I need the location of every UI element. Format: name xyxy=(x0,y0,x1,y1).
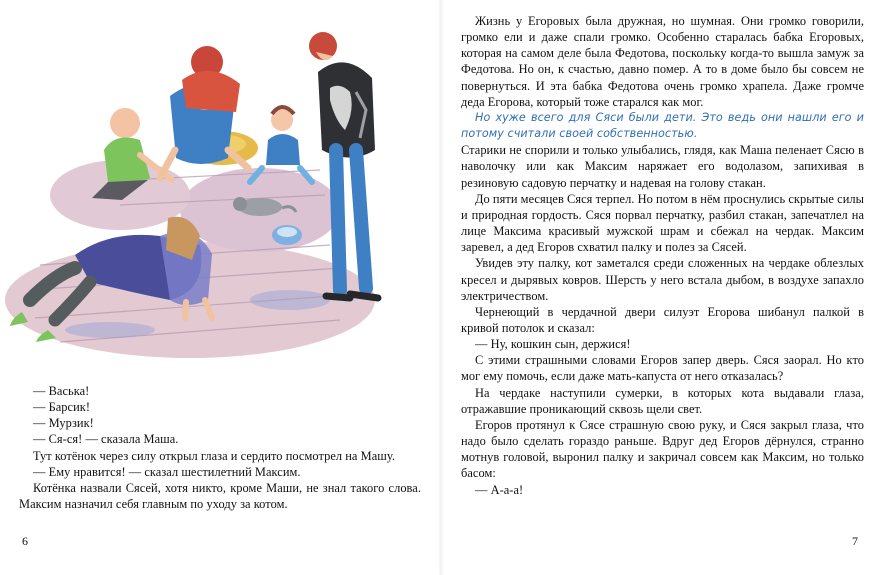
paragraph: — Васька! xyxy=(33,384,90,398)
paragraph: — Ну, кошкин сын, держися! xyxy=(475,337,631,352)
paragraph: Чернеющий в чердачной двери силуэт Егорова шибанул палкой в кривой потолок и сказал: xyxy=(461,304,864,335)
paragraph: Старики не спорили и только улыбались, глядя, как Маша пеленает Сясю в наволочку или как Максим наряжает его водолазом, запихивая в резиновую садовую перчатку и надевая на голову стакан. xyxy=(461,143,864,190)
paragraph: На чердаке наступили сумерки, в которых кота выдавали глаза, отражавшие проникающий сквозь щели свет. xyxy=(461,385,864,416)
paragraph: Егоров протянул к Сясе страшную свою руку, и Сяся закрыл глаза, что надо было сделать гораздо раньше. Вдруг дед Егоров дёрнулся, странно мотнув головой, выронил палку и закричал совсем как Максим, но только басом: xyxy=(461,417,864,481)
family-with-kitten-illustration xyxy=(0,0,430,380)
right-page-text xyxy=(461,13,864,498)
page-number: 6 xyxy=(22,534,28,548)
blue-bowl xyxy=(272,225,302,245)
handwritten-paragraph: Но хуже всего для Сяси были дети. Это ведь они нашли его и потому считали своей собственностью. xyxy=(461,110,864,141)
red-haired-man xyxy=(182,46,240,112)
paragraph: С этими страшными словами Егоров запер дверь. Сяся заорал. Но кто мог ему помочь, если даже мать-капуста от него отказалась? xyxy=(461,353,864,384)
paragraph: — А-а-а! xyxy=(475,482,524,497)
tall-man-in-fur-vest xyxy=(309,32,378,298)
paragraph: — Ся-ся! — сказала Маша. xyxy=(33,432,179,447)
paragraph: Жизнь у Егоровых была дружная, но шумная. Они громко говорили, громко ели и даже спали громко. Особенно старалась бабка Егоровых, которая на самом деле была Федотова, поскольку когда-то вышла замуж за Федотова. Но он, к счастью, давно помер. А то в доме было бы совсем не повернуться. И эта бабка Федотова очень громко храпела. Даже громче деда Егорова, который тоже старался как мог. xyxy=(461,14,864,109)
paragraph: — Ему нравится! — сказал шестилетний Максим. xyxy=(33,464,301,479)
watercolor-illustration xyxy=(0,0,430,380)
left-page-text xyxy=(19,383,421,512)
paragraph: Тут котёнок через силу открыл глаза и сердито посмотрел на Машу. xyxy=(33,448,395,463)
paragraph: Увидев эту палку, кот заметался среди сложенных на чердаке облезлых кресел и дырявых ковров. Шерсть у него встала дыбом, в воздухе запахло электричеством. xyxy=(461,256,864,303)
paragraph: Котёнка назвали Сясей, хотя никто, кроме Маши, не знал такого слова. Максим назначил себя главным по уходу за котом. xyxy=(19,480,421,512)
paragraph: — Барсик! xyxy=(33,400,91,415)
page-number: 7 xyxy=(852,534,858,548)
left-page xyxy=(0,0,441,575)
paragraph: — Мурзик! xyxy=(33,416,94,431)
right-page xyxy=(441,0,883,575)
paragraph: До пяти месяцев Сяся терпел. Но потом в нём проснулись скрытые силы и природная гордость. Сяся порвал перчатку, разбил стакан, запечатлел на лице Максима красивый мужской шрам и сбежал на чердак. Максим заревел, а дед Егоров схватил палку и полез за Сясей. xyxy=(461,191,864,255)
